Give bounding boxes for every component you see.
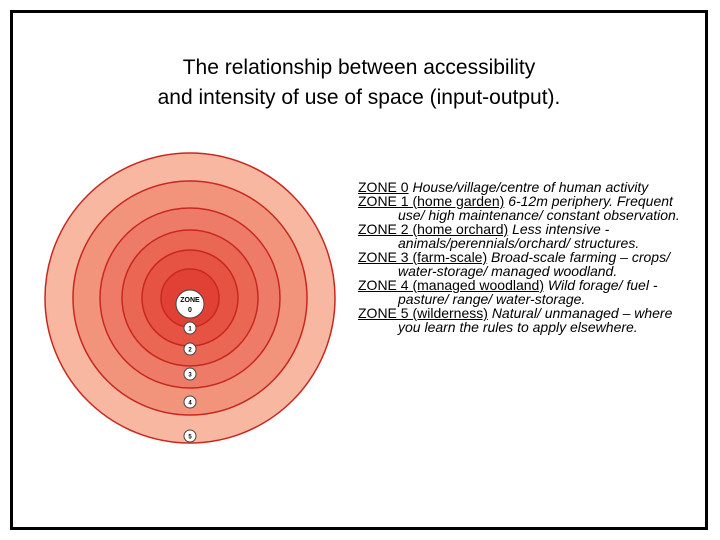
legend-item-zone-3 [358,250,690,278]
zone-0-name: ZONE 0 [358,179,409,195]
zone-diagram [44,152,336,444]
zone-0-marker-number: 0 [188,307,192,314]
zone-1-name: ZONE 1 (home garden) [358,193,505,209]
zone-legend [358,180,690,334]
legend-item-zone-1 [358,194,690,222]
slide-title [13,53,705,113]
zone-0-desc: House/village/centre of human activity [412,179,649,195]
zone-4-desc: Wild forage/ fuel - pasture/ range/ water-storage. [398,277,658,307]
legend-item-zone-2 [358,222,690,250]
zone-3-name: ZONE 3 (farm-scale) [358,249,488,265]
zone-3-marker-label: 3 [188,372,192,379]
zone-2-marker-label: 2 [188,347,192,354]
zone-0-marker-label: ZONE [180,297,200,304]
zone-5-marker-label: 5 [188,434,192,441]
legend-item-zone-5 [358,306,690,334]
title-line-2: and intensity of use of space (input-output). [157,86,561,109]
zone-5-desc: Natural/ unmanaged – where you learn the rules to apply elsewhere. [398,305,673,335]
zone-4-name: ZONE 4 (managed woodland) [358,277,544,293]
zone-3-desc: Broad-scale farming – crops/ water-storage/ managed woodland. [398,249,670,279]
zone-1-desc: 6-12m periphery. Frequent use/ high maintenance/ constant observation. [398,193,680,223]
zone-5-name: ZONE 5 (wilderness) [358,305,488,321]
legend-item-zone-0 [358,180,690,194]
zone-2-desc: Less intensive - animals/perennials/orchard/ structures. [398,221,640,251]
legend-item-zone-4 [358,278,690,306]
zone-4-marker-label: 4 [188,400,192,407]
title-line-1: The relationship between accessibility [182,56,536,79]
zone-2-name: ZONE 2 (home orchard) [358,221,509,237]
zone-1-marker-label: 1 [188,326,192,333]
